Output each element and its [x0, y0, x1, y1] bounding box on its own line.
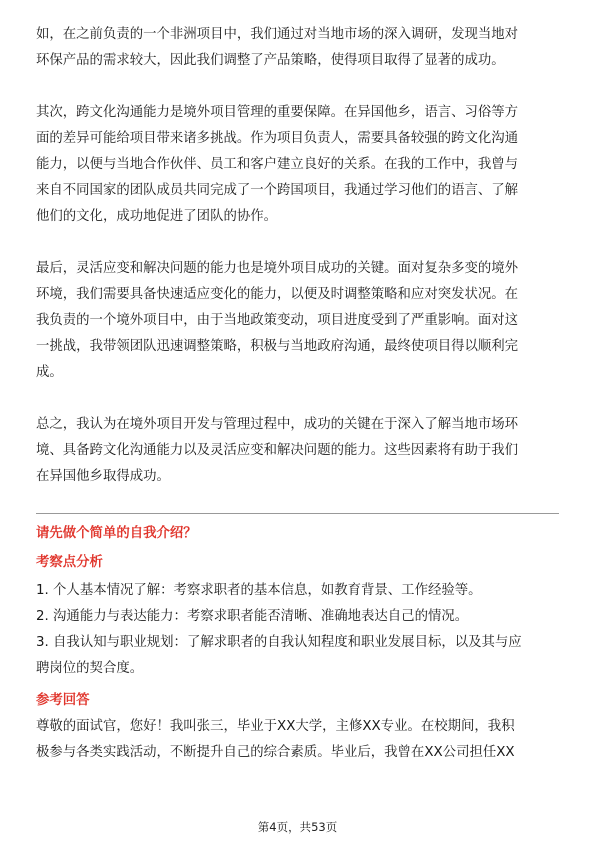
paragraph-cross-cultural — [36, 100, 559, 230]
text-line: 极参与各类实践活动，不断提升自己的综合素质。毕业后，我曾在XX公司担任XX — [36, 745, 515, 760]
paragraph-africa-project — [36, 22, 559, 74]
answer-text — [36, 714, 559, 766]
text-line: 他们的文化，成功地促进了团队的协作。 — [36, 209, 278, 224]
text-line: 最后，灵活应变和解决问题的能力也是境外项目成功的关键。面对复杂多变的境外 — [36, 261, 519, 276]
text-line: 能力，以便与当地合作伙伴、员工和客户建立良好的关系。在我的工作中，我曾与 — [36, 157, 519, 172]
text-line: 一挑战，我带领团队迅速调整策略，积极与当地政府沟通，最终使项目得以顺利完 — [36, 339, 519, 354]
text-line: 环保产品的需求较大，因此我们调整了产品策略，使得项目取得了显著的成功。 — [36, 53, 505, 68]
analysis-heading: 考察点分析 — [36, 555, 103, 570]
text-line: 3. 自我认知与职业规划：了解求职者的自我认知程度和职业发展目标，以及其与应 — [36, 635, 522, 650]
analysis-point — [36, 604, 559, 630]
text-line: 来自不同国家的团队成员共同完成了一个跨国项目，我通过学习他们的语言、了解 — [36, 183, 519, 198]
text-line: 尊敬的面试官，您好！我叫张三，毕业于XX大学，主修XX专业。在校期间，我积 — [36, 719, 515, 734]
text-line: 环境，我们需要具备快速适应变化的能力，以便及时调整策略和应对突发状况。在 — [36, 287, 519, 302]
interview-question: 请先做个简单的自我介绍？ — [36, 526, 197, 541]
text-line: 1. 个人基本情况了解：考察求职者的基本信息，如教育背景、工作经验等。 — [36, 583, 482, 598]
text-line: 如，在之前负责的一个非洲项目中，我们通过对当地市场的深入调研，发现当地对 — [36, 27, 519, 42]
text-line: 成。 — [36, 365, 63, 380]
section-divider — [36, 513, 559, 514]
text-line: 总之，我认为在境外项目开发与管理过程中，成功的关键在于深入了解当地市场环 — [36, 417, 519, 432]
page-number-footer: 第4页，共53页 — [257, 820, 338, 834]
paragraph-adaptability — [36, 256, 559, 386]
text-line: 2. 沟通能力与表达能力：考察求职者能否清晰、准确地表达自己的情况。 — [36, 609, 469, 624]
text-line: 境、具备跨文化沟通能力以及灵活应变和解决问题的能力。这些因素将有助于我们 — [36, 443, 519, 458]
text-line: 在异国他乡取得成功。 — [36, 469, 170, 484]
answer-heading: 参考回答 — [36, 693, 90, 708]
text-line: 聘岗位的契合度。 — [36, 661, 144, 676]
document-page — [36, 22, 559, 766]
text-line: 面的差异可能给项目带来诸多挑战。作为项目负责人，需要具备较强的跨文化沟通 — [36, 131, 519, 146]
analysis-point — [36, 630, 559, 682]
paragraph-conclusion — [36, 412, 559, 490]
text-line: 其次，跨文化沟通能力是境外项目管理的重要保障。在异国他乡，语言、习俗等方 — [36, 105, 519, 120]
analysis-point — [36, 578, 559, 604]
text-line: 我负责的一个境外项目中，由于当地政策变动，项目进度受到了严重影响。面对这 — [36, 313, 519, 328]
